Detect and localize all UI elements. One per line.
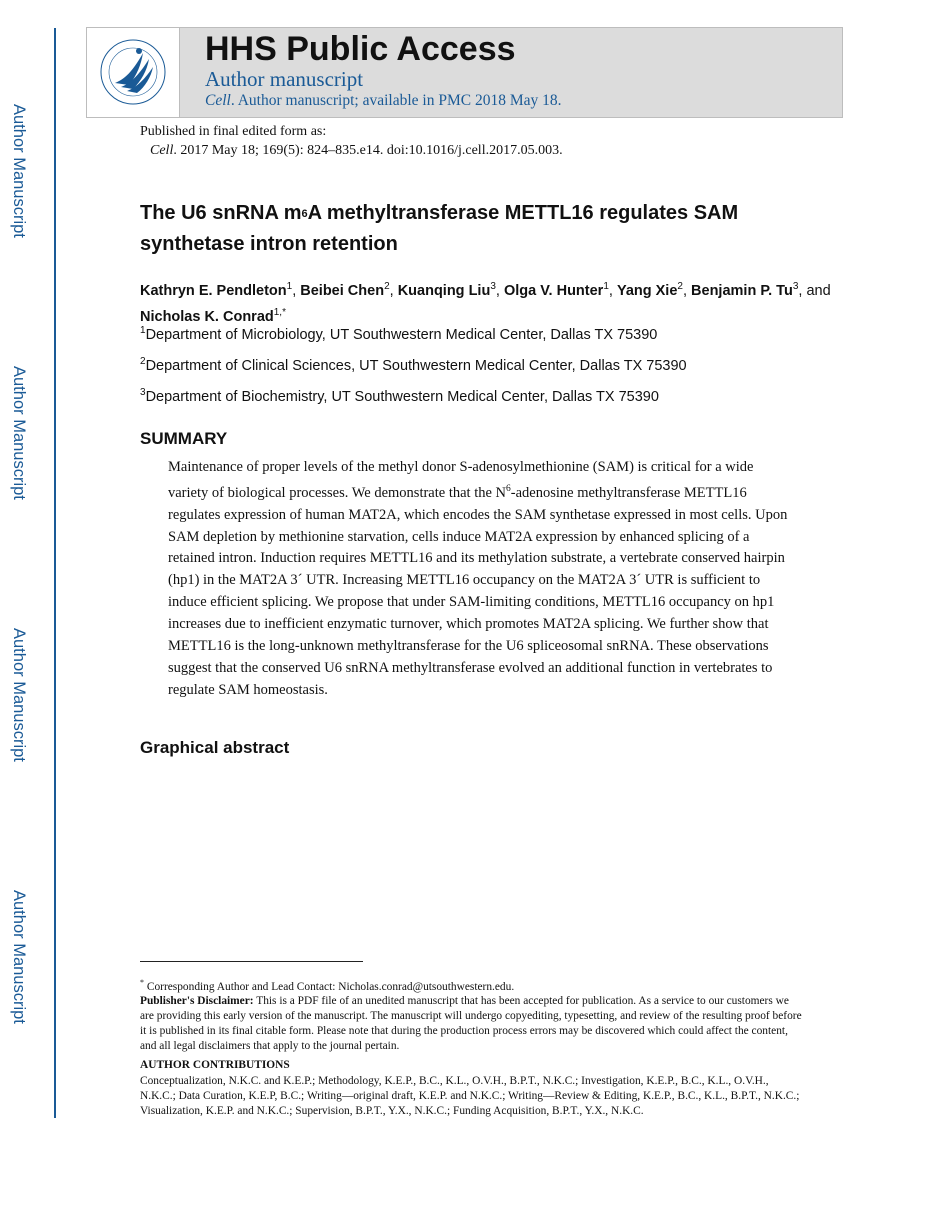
- affiliation: $^3$Department of Biochemistry, UT Southwestern Medical Center, Dallas TX 75390: [140, 387, 659, 405]
- side-rule: [54, 28, 56, 1118]
- author-list: Kathryn E. Pendleton$^1$, Beibei Chen$^2$, Kuanqing Liu$^3$, Olga V. Hunter$^1$, Yang Xie$^2$, Benjamin P. Tu$^3$, and Nicholas K. Conrad$^{1,*}$: [140, 281, 831, 325]
- footnote-rule: [140, 961, 363, 962]
- seal-container: [87, 28, 180, 117]
- published-citation: Cell. 2017 May 18; 169(5): 824–835.e14. doi:10.1016/j.cell.2017.05.003.: [150, 143, 563, 158]
- author-contributions: Conceptualization, N.K.C. and K.E.P.; Methodology, K.E.P., B.C., K.L., O.V.H., B.P.T., N.K.C.; Investigation, K.E.P., B.C., K.L., O.V.H., N.K.C.; Data Curation, K.E.P, B.C.; Writing—original draft, K.E.P. and N.K.C.; Writing—Review & Editing, K.E.P., B.C., K.L., B.P.T., N.K.C.; Visualization, K.E.P. and N.K.C.; Supervision, B.P.T., Y.X., N.K.C.; Funding Acquisition, B.P.T., Y.X., N.K.C.: [140, 1075, 800, 1117]
- hhs-banner: [86, 27, 843, 118]
- graphical-abstract-heading: Graphical abstract: [140, 738, 290, 757]
- affiliation: $^1$Department of Microbiology, UT Southwestern Medical Center, Dallas TX 75390: [140, 325, 658, 343]
- affiliation: $^2$Department of Clinical Sciences, UT Southwestern Medical Center, Dallas TX 75390: [140, 356, 687, 374]
- banner-title: HHS Public Access: [205, 30, 516, 68]
- article-title: The U6 snRNA $m^6A$ methyltransferase METTL16 regulates SAM synthetase intron retention: [140, 202, 739, 255]
- summary-text: Maintenance of proper levels of the methyl donor S-adenosylmethionine (SAM) is critical for a wide variety of biological processes. We demonstrate that the $N^6$-adenosine methyltransferase METTL16 regulates expression of human MAT2A, which encodes the SAM synthetase expressed in most cells. Upon SAM depletion by methionine starvation, cells induce MAT2A expression by enhanced splicing of a retained intron. Induction requires METTL16 and its methylation substrate, a vertebrate conserved hairpin (hp1) in the MAT2A 3´ UTR. Increasing METTL16 occupancy on the MAT2A 3´ UTR is sufficient to induce efficient splicing. We propose that under SAM-limiting conditions, METTL16 occupancy on hp1 increases due to inefficient enzymatic turnover, which promotes MAT2A splicing. We further show that METTL16 is the long-unknown methyltransferase for the U6 spliceosomal snRNA. These observations suggest that the conserved U6 snRNA methyltransferase evolved an additional function in vertebrates to regulate SAM homeostasis.: [168, 459, 788, 698]
- published-label: Published in final edited form as:: [140, 124, 327, 139]
- author-contributions-heading: AUTHOR CONTRIBUTIONS: [140, 1059, 290, 1071]
- corresponding-note: * Corresponding Author and Lead Contact: Nicholas.conrad@utsouthwestern.edu.: [140, 978, 515, 993]
- hhs-seal-icon: [99, 35, 167, 109]
- banner-availability: Cell. Author manuscript; available in PMC 2018 May 18.: [205, 92, 562, 109]
- summary-heading: SUMMARY: [140, 429, 228, 448]
- publisher-disclaimer: Publisher's Disclaimer: This is a PDF file of an unedited manuscript that has been accepted for publication. As a service to our customers we are providing this early version of the manuscript. The manuscript will undergo copyediting, typesetting, and review of the resulting proof before it is published in its final citable form. Please note that during the production process errors may be discovered which could affect the content, and all legal disclaimers that apply to the journal pertain.: [140, 995, 802, 1052]
- banner-subtitle: Author manuscript: [205, 67, 364, 91]
- published-info: [140, 122, 563, 160]
